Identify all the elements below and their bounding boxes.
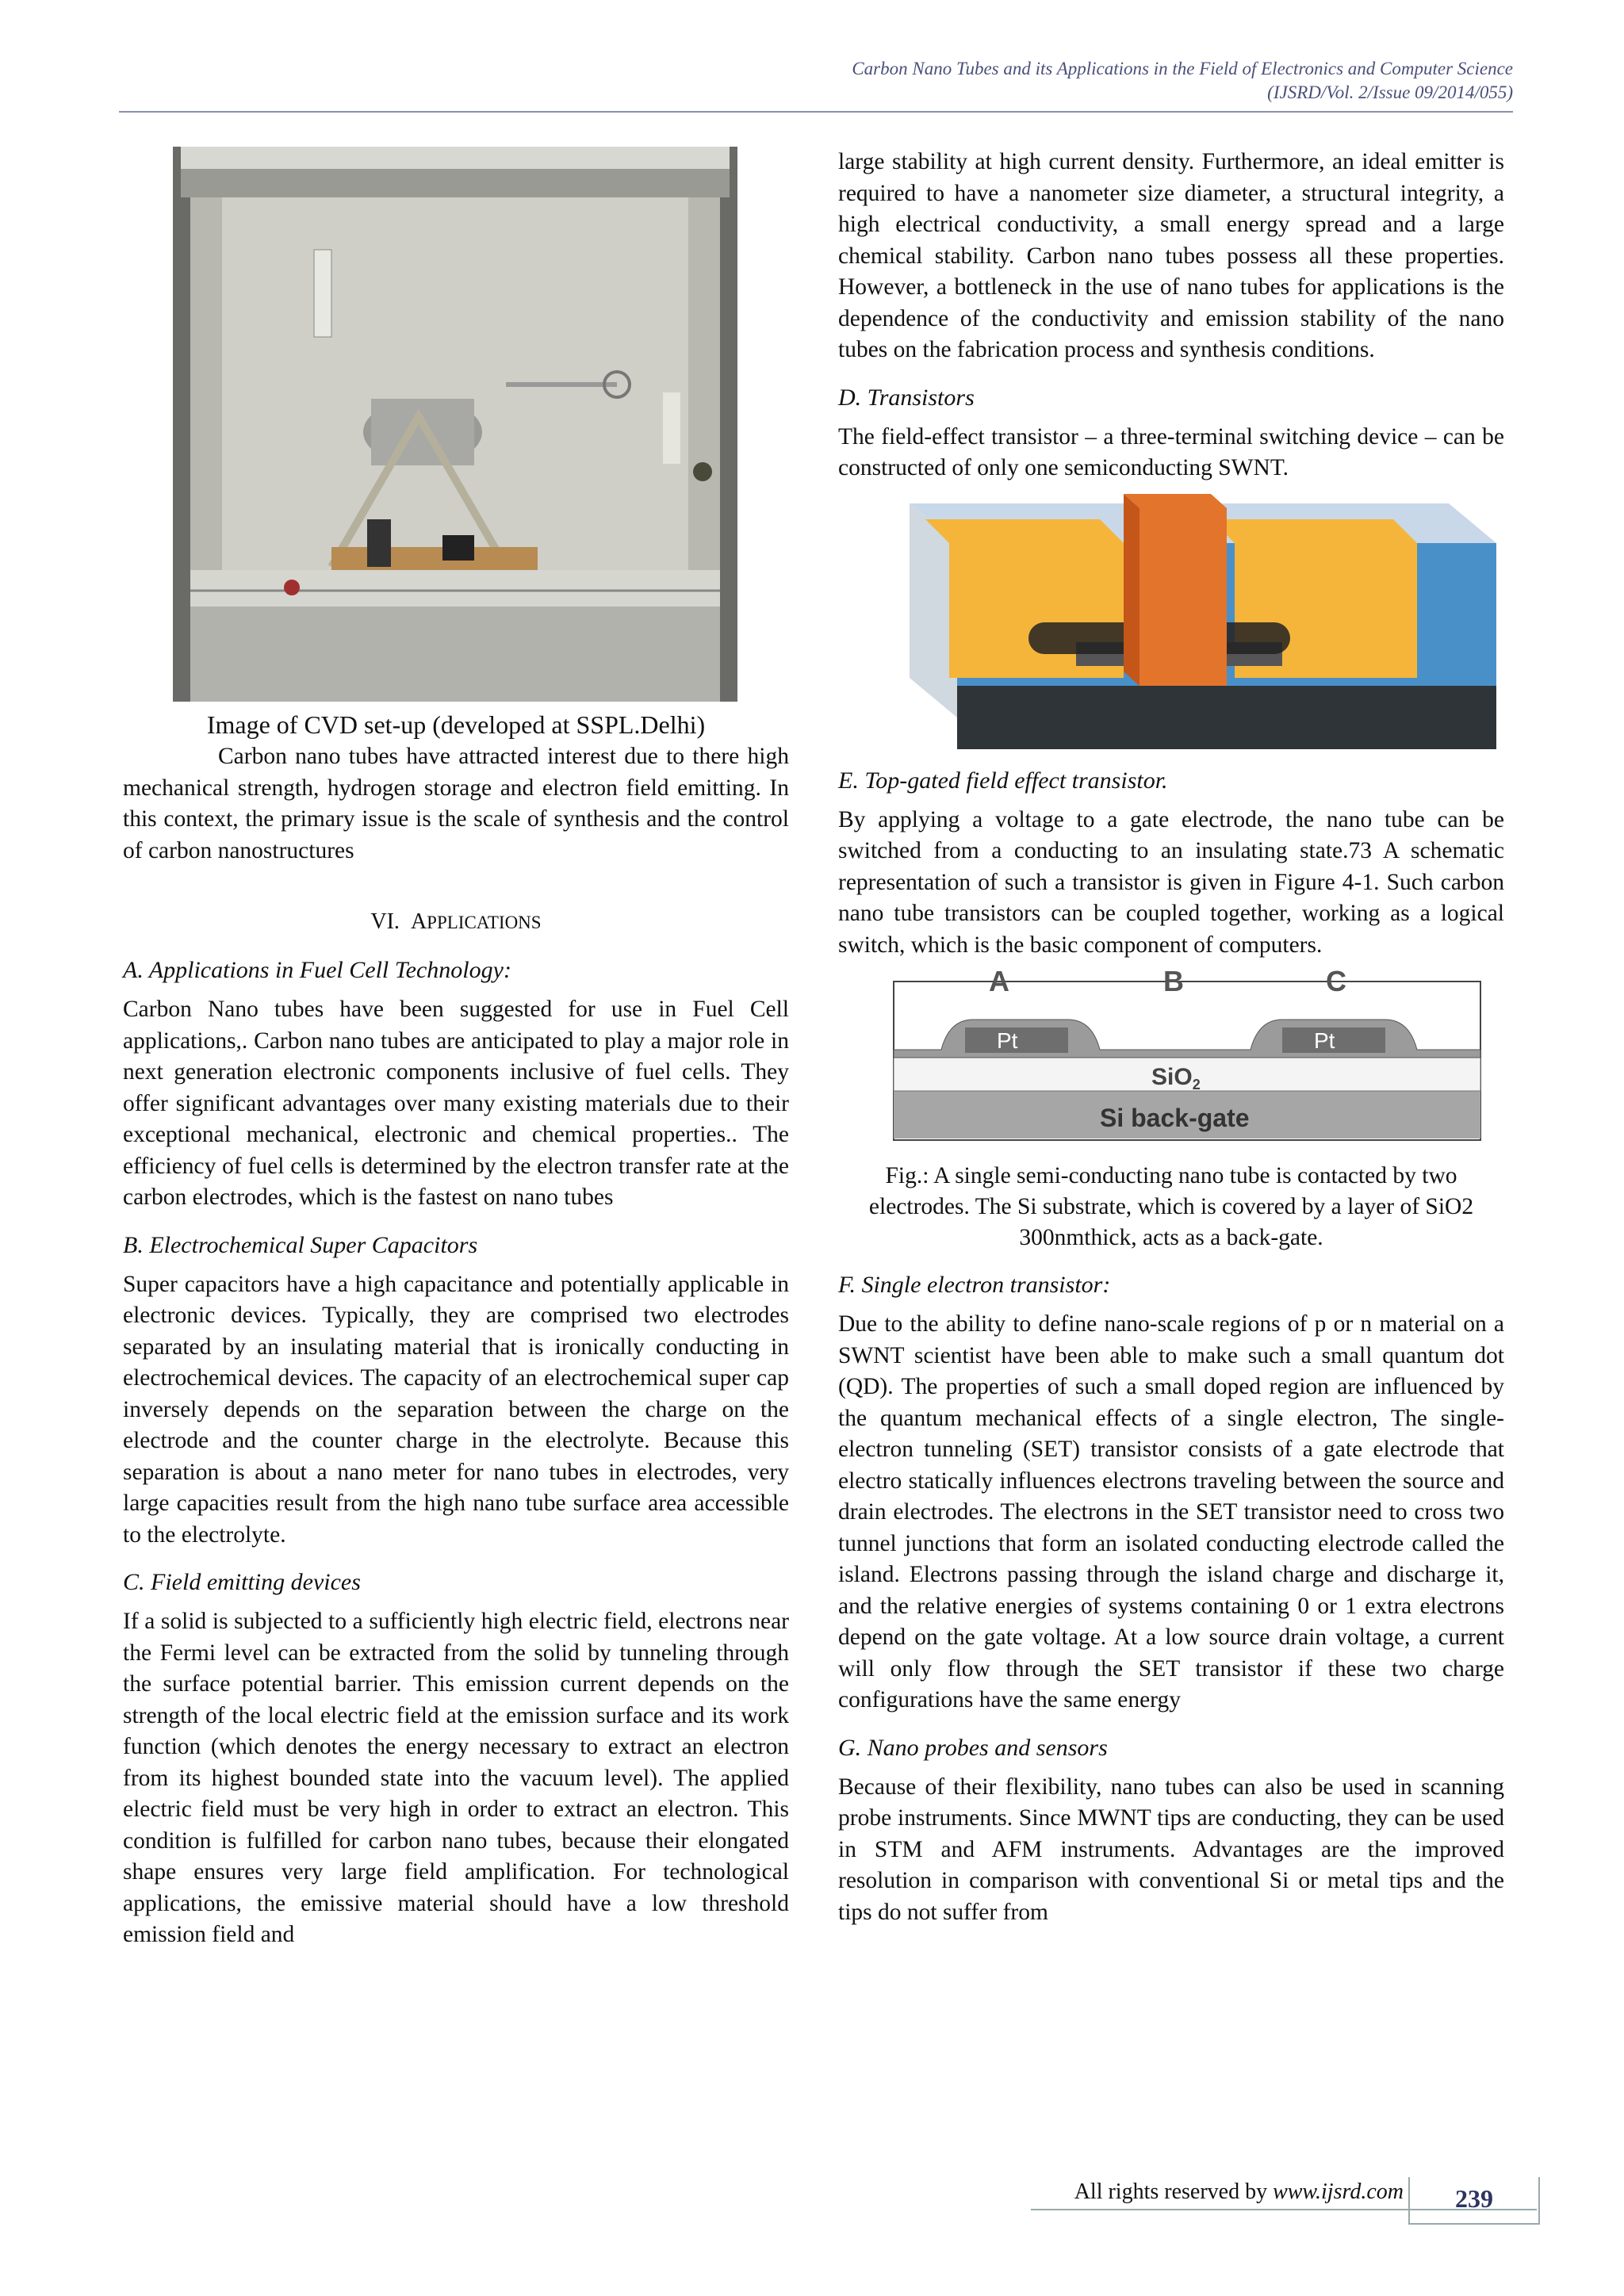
paragraph-single-electron: Due to the ability to define nano-scale regions of p or n material on a SWNT scientist have been able to make such a small quantum dot (QD). The properties of such a small doped region are influenced by the quantum mechanical effects of a single electron, The single-electron tunneling (SET) transistor consists of a gate electrode that electro statically influences electrons traveling between the source and drain electrodes. The electrons in the SET transistor need to cross two tunnel junctions that form an isolated conducting electrode called the island. Electrons passing through the island charge and discharge it, and the relative energies of systems containing 0 or 1 extra electrons depend on the gate voltage. At a low source drain voltage, a current will only flow through the SET transistor if these two charge configurations have the same energy: [838, 1311, 1504, 1712]
section-number: VI.: [370, 909, 400, 934]
footer-copyright: [1074, 2179, 1404, 2206]
running-header: [119, 57, 1513, 105]
left-column: [123, 147, 789, 1965]
header-rule: [119, 111, 1513, 113]
fig-label-pt-left: Pt: [997, 1028, 1018, 1053]
subheading-nano-probes: G. Nano probes and sensors: [838, 1734, 1108, 1761]
subheading-top-gated-fet: E. Top-gated field effect transistor.: [838, 767, 1168, 794]
back-gate-transistor-diagram: [838, 964, 1504, 1154]
fig-label-sio2-subscript: 2: [1192, 1077, 1201, 1093]
section-title-rest: PPLICATIONS: [427, 913, 542, 932]
header-citation: (IJSRD/Vol. 2/Issue 09/2014/055): [1267, 82, 1513, 102]
footer-site-link[interactable]: www.ijsrd.com: [1273, 2179, 1404, 2204]
intro-paragraph: Carbon nano tubes have attracted interest due to there high mechanical strength, hydrogen storage and electron field emitting. In this context, the primary issue is the scale of synthesis and the control of carbon nanostructures: [123, 744, 789, 863]
fig-label-c: C: [1326, 965, 1346, 997]
paragraph-nano-probes: Because of their flexibility, nano tubes can also be used in scanning probe instruments. Since MWNT tips are conducting, they can be used in STM and AFM instruments. Advantages are the improved resolution in comparison with conventional Si or metal tips and the tips do not suffer from: [838, 1774, 1504, 1925]
page-number: 239: [1408, 2177, 1540, 2225]
footer-rights-text: All rights reserved by: [1074, 2179, 1268, 2204]
subheading-super-capacitors: B. Electrochemical Super Capacitors: [123, 1231, 478, 1258]
paragraph-transistors: The field-effect transistor – a three-terminal switching device – can be constructed of only one semiconducting SWNT.: [838, 423, 1504, 480]
top-gated-fet-diagram: [838, 488, 1504, 749]
fig-label-si-backgate: Si back-gate: [1100, 1104, 1250, 1132]
subheading-field-emitting: C. Field emitting devices: [123, 1569, 361, 1595]
paragraph-super-capacitors: Super capacitors have a high capacitance and potentially applicable in electronic devices. Typically, they are comprised two electrodes separated by an insulating material that is ironically conducting in electrochemical devices. The capacity of an electrochemical super cap inversely depends on the separation between the charge on the electrode and the counter charge in the electrolyte. Because this separation is about a nano meter for nano tubes in electrodes, very large capacities result from the high nano tube surface area accessible to the electrolyte.: [123, 1271, 789, 1548]
paragraph-field-emitting: If a solid is subjected to a sufficiently high electric field, electrons near the Fermi level can be extracted from the solid by tunneling through the surface potential barrier. This emission current depends on the strength of the local electric field at the emission surface and its work function (which denotes the energy necessary to extract an electron from its highest bounded state into the vacuum level). The applied electric field must be very high in order to extract an electron. This condition is fulfilled for carbon nano tubes, because their elongated shape ensures very large field amplification. For technological applications, the emissive material should have a low threshold emission field and: [123, 1609, 789, 1947]
figure-caption: Fig.: A single semi-conducting nano tube is contacted by two electrodes. The Si substrate, which is covered by a layer of SiO2 300nmthick, acts as a back-gate.: [868, 1163, 1474, 1250]
paragraph-top-gated-fet: By applying a voltage to a gate electrode, the nano tube can be switched from a conducting to an insulating state.73 A schematic representation of such a transistor is given in Figure 4-1. Such carbon nano tube transistors can be coupled together, working as a logical switch, which is the basic component of computers.: [838, 806, 1504, 958]
section-heading: [123, 906, 789, 939]
photo-caption: Image of CVD set-up (developed at SSPL.Delhi): [206, 710, 706, 739]
header-title: Carbon Nano Tubes and its Applications in the Field of Electronics and Computer Science: [852, 59, 1513, 78]
fig-label-sio2: SiO: [1151, 1064, 1193, 1090]
subheading-transistors: D. Transistors: [838, 384, 975, 411]
cvd-setup-photo: [173, 147, 839, 702]
subheading-fuel-cell: A. Applications in Fuel Cell Technology:: [123, 957, 511, 983]
paragraph-fuel-cell: Carbon Nano tubes have been suggested for use in Fuel Cell applications,. Carbon nano tubes are anticipated to play a major role in next generation electronic components inclusive of fuel cells. They offer significant advantages over many existing materials due to their exceptional mechanical, electronic and chemical properties.. The efficiency of fuel cells is determined by the electron transfer rate at the carbon electrodes, which is the fastest on nano tubes: [123, 997, 789, 1210]
section-title-initial: A: [410, 909, 427, 934]
subheading-single-electron: F. Single electron transistor:: [838, 1272, 1111, 1298]
right-column: [838, 147, 1504, 1942]
fig-label-a: A: [989, 965, 1009, 997]
paragraph-field-emitting-cont: large stability at high current density. Furthermore, an ideal emitter is required to have a nanometer size diameter, a structural integrity, a high electrical conductivity, a small energy spread and a large chemical stability. Carbon nano tubes possess all these properties. However, a bottleneck in the use of nano tubes for applications is the dependence of the conductivity and emission stability of the nano tubes on the fabrication process and synthesis conditions.: [838, 149, 1504, 362]
fig-label-b: B: [1163, 965, 1184, 997]
fig-label-pt-right: Pt: [1314, 1028, 1335, 1053]
